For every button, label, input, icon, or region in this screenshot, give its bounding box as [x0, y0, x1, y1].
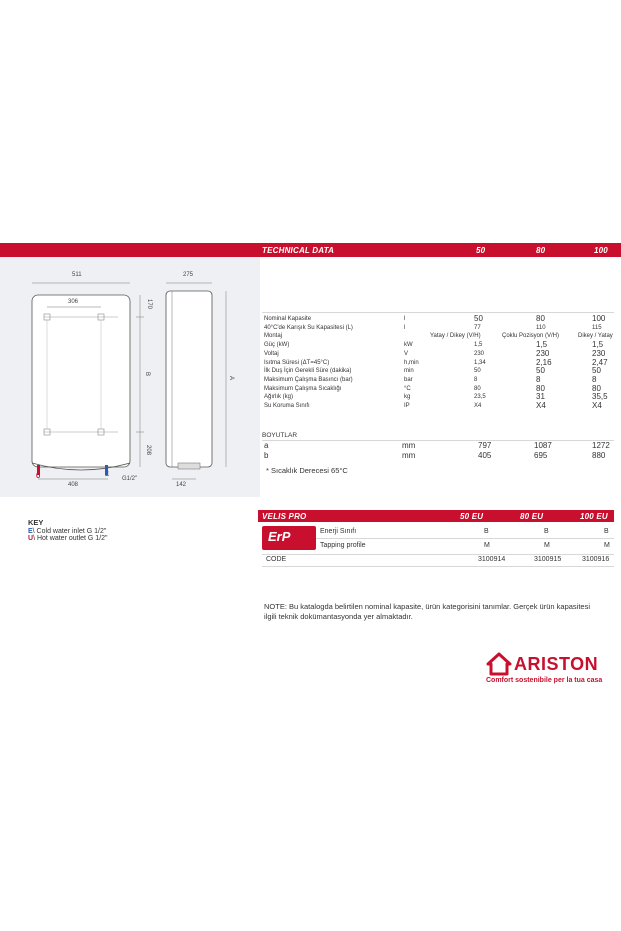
- spec-value: 77: [474, 324, 481, 331]
- key-hot-label: \ Hot water outlet G 1/2": [33, 535, 108, 542]
- spec-unit: kg: [404, 394, 411, 401]
- dimension-label: b: [264, 451, 269, 460]
- spec-value: 110: [536, 324, 546, 331]
- spec-value: X4: [536, 401, 546, 410]
- spec-label: Voltaj: [264, 350, 279, 357]
- velis-value: M: [544, 542, 550, 549]
- spec-value: 8: [474, 376, 478, 383]
- spec-value: 115: [592, 324, 602, 331]
- velis-title: VELIS PRO: [262, 512, 307, 521]
- dimension-row: [262, 442, 614, 452]
- key-title: KEY: [28, 518, 44, 527]
- spec-label: İlk Duş İçin Gerekli Süre (dakika): [264, 368, 352, 375]
- mark-hot: U: [36, 474, 41, 480]
- spec-value: 35,5: [592, 392, 608, 402]
- spec-label: Isıtma Süresi (ΔT=45°C): [264, 359, 330, 366]
- boyutlar-title: BOYUTLAR: [262, 432, 298, 439]
- spec-value: 80: [536, 383, 545, 393]
- velis-value: M: [484, 542, 490, 549]
- spec-unit: bar: [404, 376, 413, 383]
- spec-unit: l: [404, 316, 406, 322]
- spec-unit: °C: [404, 385, 411, 392]
- dimension-row: [262, 452, 614, 462]
- dimension-value: 880: [592, 451, 606, 460]
- spec-value: 1,5: [474, 342, 483, 349]
- spec-value: 80: [474, 385, 481, 392]
- velis-pro-header: [258, 510, 614, 522]
- velis-row: [262, 542, 614, 552]
- house-icon: [486, 652, 512, 676]
- velis-value: B: [604, 528, 609, 535]
- spec-unit: h,min: [404, 359, 419, 366]
- dim-bottom-height: 208: [145, 444, 152, 456]
- spec-value: 8: [592, 374, 597, 384]
- specs-top-divider: [262, 312, 614, 313]
- dim-side-width: 275: [183, 272, 194, 278]
- velis-col-50: 50 EU: [460, 512, 484, 521]
- spec-value: 100: [592, 314, 606, 323]
- code-100: 3100916: [582, 556, 610, 563]
- dimension-label: a: [264, 441, 269, 450]
- spec-label: Nominal Kapasite: [264, 316, 312, 322]
- ariston-logo: [486, 652, 616, 688]
- spec-label: Güç (kW): [264, 342, 290, 349]
- velis-value: B: [544, 528, 549, 535]
- side-view-body: [166, 291, 212, 467]
- dimension-value: 1272: [592, 441, 610, 450]
- spec-value: 2,47: [592, 357, 608, 367]
- spec-value: X4: [592, 401, 602, 410]
- header-col-50: 50: [476, 246, 486, 255]
- dim-side-bottom: 142: [176, 482, 187, 488]
- velis-label: Tapping profile: [320, 542, 366, 549]
- spec-unit: l: [404, 324, 406, 331]
- spec-value: 230: [536, 348, 550, 358]
- key-hot-mark: U: [28, 535, 34, 542]
- front-view-body: [32, 295, 130, 467]
- spec-unit: V: [404, 350, 409, 357]
- spec-value: 50: [474, 368, 481, 375]
- code-row: [262, 556, 614, 566]
- mark-cold: E: [105, 472, 110, 478]
- spec-value: 230: [474, 350, 485, 357]
- code-80: 3100915: [534, 556, 562, 563]
- dim-pipe: G1/2": [122, 476, 138, 482]
- spec-value: 50: [474, 314, 483, 323]
- dim-bottom-width: 408: [68, 482, 79, 488]
- technical-data-header: [0, 243, 621, 257]
- spec-label: Montaj: [264, 333, 283, 340]
- temperature-footnote: * Sıcaklık Derecesi 65°C: [266, 466, 348, 475]
- erp-logo-text: ErP: [268, 529, 291, 544]
- header-col-100: 100: [594, 246, 608, 255]
- spec-value: 8: [536, 374, 541, 384]
- velis-col-80: 80 EU: [520, 512, 544, 521]
- code-label: CODE: [266, 556, 287, 563]
- spec-value: 2,16: [536, 357, 552, 367]
- spec-value: 80: [592, 383, 601, 393]
- boyutlar-divider: [262, 440, 614, 441]
- velis-divider-2: [262, 554, 614, 555]
- spec-row: [262, 402, 614, 412]
- velis-divider-1: [316, 538, 614, 539]
- dimension-unit: mm: [402, 451, 416, 460]
- spec-unit: min: [404, 368, 414, 375]
- dimension-value: 1087: [534, 441, 552, 450]
- spec-value: 50: [536, 366, 545, 376]
- spec-value: Çoklu Pozisyon (V/H): [502, 333, 560, 340]
- spec-label: Maksimum Çalışma Sıcaklığı: [264, 385, 342, 392]
- velis-row: [262, 528, 614, 538]
- spec-value: 23,5: [474, 394, 486, 401]
- spec-value: 1,34: [474, 359, 486, 366]
- dimension-value: 695: [534, 451, 548, 460]
- dim-front-width: 511: [72, 272, 82, 278]
- spec-unit: kW: [404, 342, 413, 349]
- spec-value: X4: [474, 403, 482, 409]
- brand-name: ARISTON: [514, 654, 599, 674]
- spec-label: Maksimum Çalışma Basıncı (bar): [264, 376, 353, 383]
- capacity-note: NOTE: Bu katalogda belirtilen nominal kapasite, ürün kategorisini tanımlar. Gerçek ürün kapasitesi ilgili teknik dokümantasyonda yer almaktadır.: [264, 602, 590, 621]
- key-cold-mark: E: [28, 528, 33, 535]
- velis-label: Enerji Sınıfı: [320, 528, 357, 535]
- spec-value: Yatay / Dikey (V/H): [430, 333, 481, 340]
- spec-value: 230: [592, 348, 606, 358]
- velis-col-100: 100 EU: [580, 512, 608, 521]
- velis-value: B: [484, 528, 489, 535]
- spec-value: 1,5: [592, 340, 604, 350]
- dim-b: B: [144, 371, 151, 377]
- dim-top-height: 170: [146, 298, 153, 310]
- spec-value: 50: [592, 366, 601, 376]
- spec-label: 40°C'de Karışık Su Kapasitesi (L): [264, 324, 353, 331]
- dim-inner-width: 306: [68, 299, 79, 305]
- spec-value: 31: [536, 392, 545, 402]
- header-col-80: 80: [536, 246, 546, 255]
- spec-unit: IP: [404, 403, 410, 409]
- spec-value: 1,5: [536, 340, 548, 350]
- dimension-value: 797: [478, 441, 492, 450]
- dim-a: A: [228, 375, 235, 381]
- brand-tagline: Comfort sostenibile per la tua casa: [486, 677, 603, 684]
- velis-value: M: [604, 542, 610, 549]
- dimension-value: 405: [478, 451, 492, 460]
- dimension-drawing: [0, 257, 260, 497]
- spec-label: Ağırlık (kg): [264, 394, 294, 401]
- spec-label: Su Koruma Sınıfı: [264, 403, 310, 409]
- technical-data-title: TECHNICAL DATA: [262, 246, 335, 255]
- spec-value: Dikey / Yatay: [578, 333, 613, 340]
- velis-divider-3: [262, 566, 614, 567]
- code-50: 3100914: [478, 556, 506, 563]
- boiler-drawing-svg: [0, 257, 260, 497]
- key-legend: [28, 518, 108, 542]
- dimension-unit: mm: [402, 441, 416, 450]
- spec-value: 80: [536, 314, 545, 323]
- key-cold-label: \ Cold water inlet G 1/2": [32, 528, 107, 535]
